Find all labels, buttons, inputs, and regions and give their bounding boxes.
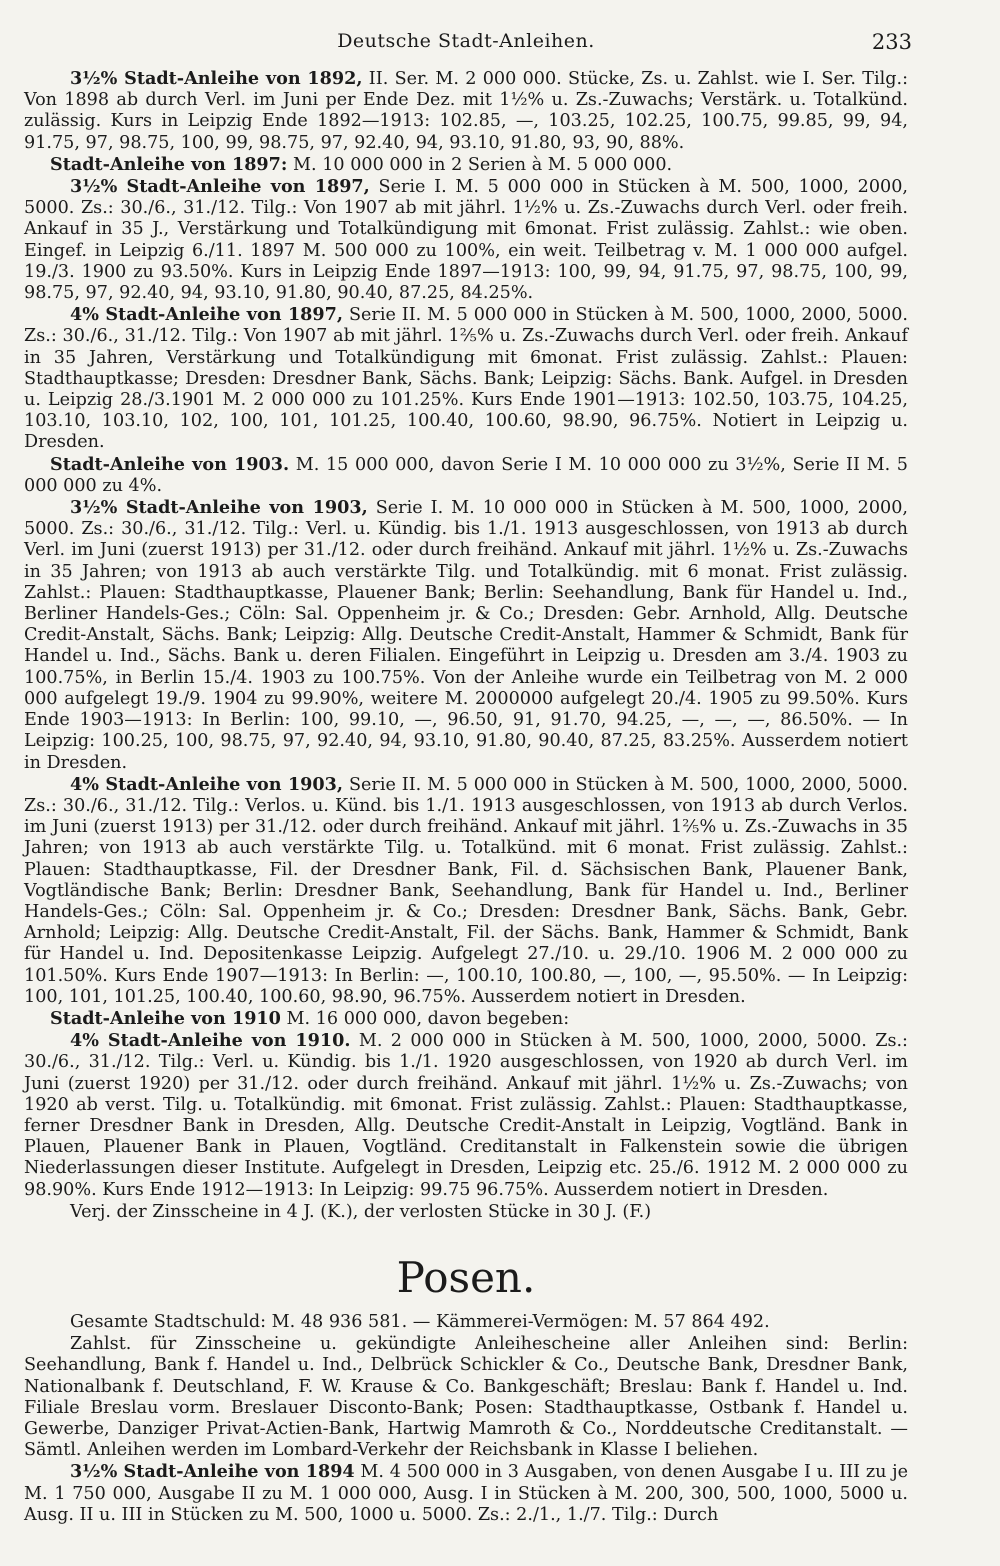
paragraph-text: Zahlst. für Zinsscheine u. gekündigte Anleihescheine aller Anleihen sind: Berlin: Seehandlung, Bank f. Handel u. Ind., Delbrück Schickler & Co., Deutsche Bank, Dresdner Bank, Nationalbank f. Deutschland, F. W. Krause & Co. Bankgeschäft; Breslau: Bank f. Handel u. Ind. Filiale Breslau vorm. Breslauer Disconto-Bank; Posen: Stadthauptkasse, Ostbank f. Handel u. Gewerbe, Danziger Privat-Actien-Bank, Hartwig Mamroth & Co., Norddeutsche Creditanstalt. — Sämtl. Anleihen werden im Lombard-Verkehr der Reichsbank in Klasse I beliehen. — [24, 1334, 908, 1461]
paragraph-text: M. 16 000 000, davon begeben: — [280, 1008, 570, 1029]
section-title-posen: Posen. — [396, 1252, 536, 1302]
paragraph-heading: Stadt-Anleihe von 1897: — [50, 153, 288, 175]
paragraph-text: M. 15 000 000, davon Serie I M. 10 000 000 zu 3½%, Serie II M. 5 000 000 zu 4%. — [24, 454, 908, 496]
paragraph-posen-stadtschuld — [24, 1311, 908, 1333]
paragraph-text: Serie II. M. 5 000 000 in Stücken à M. 500, 1000, 2000, 5000. Zs.: 30./6., 31./12. Tilg.: Von 1907 ab mit jährl. 1⅖% u. Zs.-Zuwachs durch Verl. oder freih. Ankauf in 35 Jahren, Verstärkung und Totalkündigung mit 6monat. Frist zulässig. Zahlst.: Plauen: Stadthauptkasse; Dresden: Dresdner Bank, Sächs. Bank; Leipzig: Sächs. Bank. Aufgel. in Dresden u. Leipzig 28./3.1901 M. 2 000 000 zu 101.25%. Kurs Ende 1901—1913: 102.50, 103.75, 104.25, 103.10, 103.10, 102, 100, 101, 101.25, 100.40, 100.60, 98.90, 96.75%. Notiert in Leipzig u. Dresden. — [24, 305, 908, 453]
paragraph-text: M. 2 000 000 in Stücken à M. 500, 1000, 2000, 5000. Zs.: 30./6., 31./12. Tilg.: Verl. u. Kündig. bis 1./1. 1920 ausgeschlossen, von 1920 ab durch Verl. im Juni (zuerst 1920) per 31./12. oder durch freihänd. Ankauf mit jährl. 1½% u. Zs.-Zuwachs; von 1920 ab verst. Tilg. u. Totalkündig. mit 6monat. Frist zulässig. Zahlst.: Plauen: Stadthauptkasse, ferner Dresdner Bank in Dresden, Allg. Deutsche Credit-Anstalt in Leipzig, Vogtländ. Bank in Plauen, Plauener Bank in Plauen, Vogtländ. Creditanstalt in Falkenstein sowie die übrigen Niederlassungen dieser Institute. Aufgelegt in Dresden, Leipzig etc. 25./6. 1912 M. 2 000 000 zu 98.90%. Kurs Ende 1912—1913: In Leipzig: 99.75 96.75%. Ausserdem notiert in Dresden. — [24, 1031, 908, 1200]
paragraph-anleihe-1903-serie-2 — [24, 774, 908, 1008]
paragraph-text: M. 10 000 000 in 2 Serien à M. 5 000 000. — [287, 154, 673, 175]
body-text — [24, 68, 908, 1526]
paragraph-text: Serie II. M. 5 000 000 in Stücken à M. 500, 1000, 2000, 5000. Zs.: 30./6., 31./12. Tilg.: Verlos. u. Künd. bis 1./1. 1913 ausgeschlossen, von 1913 ab durch Verlos. im Juni (zuerst 1913) per 31./12. oder durch freihänd. Ankauf mit jährl. 1⅖% u. Zs.-Zuwachs in 35 Jahren; von 1913 ab auch verstärkte Tilg. u. Totalkünd. mit 6 monat. Frist zulässig. Zahlst.: Plauen: Stadthauptkasse, Fil. der Dresdner Bank, Fil. d. Sächsischen Bank, Plauener Bank, Vogtländische Bank; Berlin: Dresdner Bank, Seehandlung, Bank für Handel u. Ind., Berliner Handels-Ges.; Cöln: Sal. Oppenheim jr. & Co.; Dresden: Dresdner Bank, Sächs. Bank, Gebr. Arnhold; Leipzig: Allg. Deutsche Credit-Anstalt, Fil. der Sächs. Bank, Hammer & Schmidt, Bank für Handel u. Ind. Depositenkasse Leipzig. Aufgelegt 27./10. u. 29./10. 1906 M. 2 000 000 zu 101.50%. Kurs Ende 1907—1913: In Berlin: —, 100.10, 100.80, —, 100, —, 95.50%. — In Leipzig: 100, 101, 101.25, 100.40, 100.60, 98.90, 96.75%. Ausserdem notiert in Dresden. — [24, 774, 908, 1007]
page-header — [24, 0, 912, 54]
paragraph-anleihe-1897-serie-2 — [24, 304, 908, 453]
paragraph-posen-anleihe-1894 — [24, 1461, 908, 1526]
paragraph-anleihe-1897-serie-1 — [24, 176, 908, 304]
paragraph-anleihe-1892 — [24, 68, 908, 154]
paragraph-anleihe-1897-summary — [24, 154, 908, 176]
paragraph-anleihe-1910-summary — [24, 1008, 908, 1030]
paragraph-heading: 3½% Stadt-Anleihe von 1903, — [70, 497, 368, 519]
paragraph-verjaehrung — [24, 1201, 908, 1223]
paragraph-posen-zahlstellen — [24, 1333, 908, 1461]
paragraph-anleihe-1903-serie-1 — [24, 497, 908, 774]
paragraph-heading: 3½% Stadt-Anleihe von 1892, — [70, 68, 363, 89]
paragraph-text: Verj. der Zinsscheine in 4 J. (K.), der verlosten Stücke in 30 J. (F.) — [70, 1201, 652, 1222]
page-number: 233 — [871, 30, 912, 54]
paragraph-heading: 4% Stadt-Anleihe von 1897, — [70, 304, 344, 326]
paragraph-text: Gesamte Stadtschuld: M. 48 936 581. — Kämmerei-Vermögen: M. 57 864 492. — [70, 1311, 770, 1332]
paragraph-heading: 4% Stadt-Anleihe von 1903, — [70, 773, 344, 795]
paragraph-heading: 4% Stadt-Anleihe von 1910. — [70, 1030, 351, 1052]
paragraph-text: II. Ser. M. 2 000 000. Stücke, Zs. u. Zahlst. wie I. Ser. Tilg.: Von 1898 ab durch Verl. im Juni per Ende Dez. mit 1½% u. Zs.-Zuwachs; Verstärk. u. Totalkünd. zulässig. Kurs in Leipzig Ende 1892—1913: 102.85, —, 103.25, 102.25, 100.75, 99.85, 99, 94, 91.75, 97, 98.75, 100, 99, 98.75, 97, 92.40, 94, 93.10, 91.80, 93, 90, 88%. — [24, 69, 908, 153]
running-title: Deutsche Stadt-Anleihen. — [337, 30, 595, 52]
paragraph-text: Serie I. M. 5 000 000 in Stücken à M. 500, 1000, 2000, 5000. Zs.: 30./6., 31./12. Tilg.: Von 1907 ab mit jährl. 1½% u. Zs.-Zuwachs durch Verl. oder freih. Ankauf in 35 J., Verstärkung und Totalkündigung mit 6monat. Frist zulässig. Zahlst.: wie oben. Eingef. in Leipzig 6./11. 1897 M. 500 000 zu 100%, ein weit. Teilbetrag v. M. 1 000 000 aufgel. 19./3. 1900 zu 93.50%. Kurs in Leipzig Ende 1897—1913: 100, 99, 94, 91.75, 97, 98.75, 100, 99, 98.75, 97, 92.40, 94, 93.10, 91.80, 90.40, 87.25, 84.25%. — [24, 177, 909, 304]
paragraph-heading: Stadt-Anleihe von 1910 — [50, 1007, 281, 1029]
paragraph-heading: Stadt-Anleihe von 1903. — [50, 453, 290, 475]
paragraph-text: M. 4 500 000 in 3 Ausgaben, von denen Ausgabe I u. III zu je M. 1 750 000, Ausgabe II zu M. 1 000 000, Ausg. I in Stücken à M. 200, 300, 500, 1000, 5000 u. Ausg. II u. III in Stücken zu M. 500, 1000 u. 5000. Zs.: 2./1., 1./7. Tilg.: Durch — [24, 1462, 909, 1525]
paragraph-heading: 3½% Stadt-Anleihe von 1897, — [70, 176, 370, 198]
paragraph-text: Serie I. M. 10 000 000 in Stücken à M. 500, 1000, 2000, 5000. Zs.: 30./6., 31./12. Tilg.: Verl. u. Kündig. bis 1./1. 1913 ausgeschlossen, von 1913 ab durch Verl. im Juni (zuerst 1913) per 31./12. oder durch freihänd. Ankauf mit jährl. 1½% u. Zs.-Zuwachs in 35 Jahren; von 1913 ab auch verstärkte Tilg. und Totalkündig. mit 6 monat. Frist zulässig. Zahlst.: Plauen: Stadthauptkasse, Plauener Bank; Berlin: Seehandlung, Bank für Handel u. Ind., Berliner Handels-Ges.; Cöln: Sal. Oppenheim jr. & Co.; Dresden: Gebr. Arnhold, Allg. Deutsche Credit-Anstalt, Sächs. Bank; Leipzig: Allg. Deutsche Credit-Anstalt, Hammer & Schmidt, Bank für Handel u. Ind., Sächs. Bank u. deren Filialen. Eingeführt in Leipzig u. Dresden am 3./4. 1903 zu 100.75%, in Berlin 15./4. 1903 zu 100.75%. Von der Anleihe wurde ein Teilbetrag von M. 2 000 000 aufgelegt 19./9. 1904 zu 99.90%, weitere M. 2000000 aufgelegt 20./4. 1905 zu 99.50%. Kurs Ende 1903—1913: In Berlin: 100, 99.10, —, 96.50, 91, 91.70, 94.25, —, —, —, 86.50%. — In Leipzig: 100.25, 100, 98.75, 97, 92.40, 94, 93.10, 91.80, 90.40, 87.25, 83.25%. Ausserdem notiert in Dresden. — [24, 498, 908, 773]
paragraph-anleihe-1903-summary — [24, 454, 908, 497]
paragraph-heading: 3½% Stadt-Anleihe von 1894 — [70, 1461, 355, 1483]
paragraph-anleihe-1910 — [24, 1030, 908, 1201]
